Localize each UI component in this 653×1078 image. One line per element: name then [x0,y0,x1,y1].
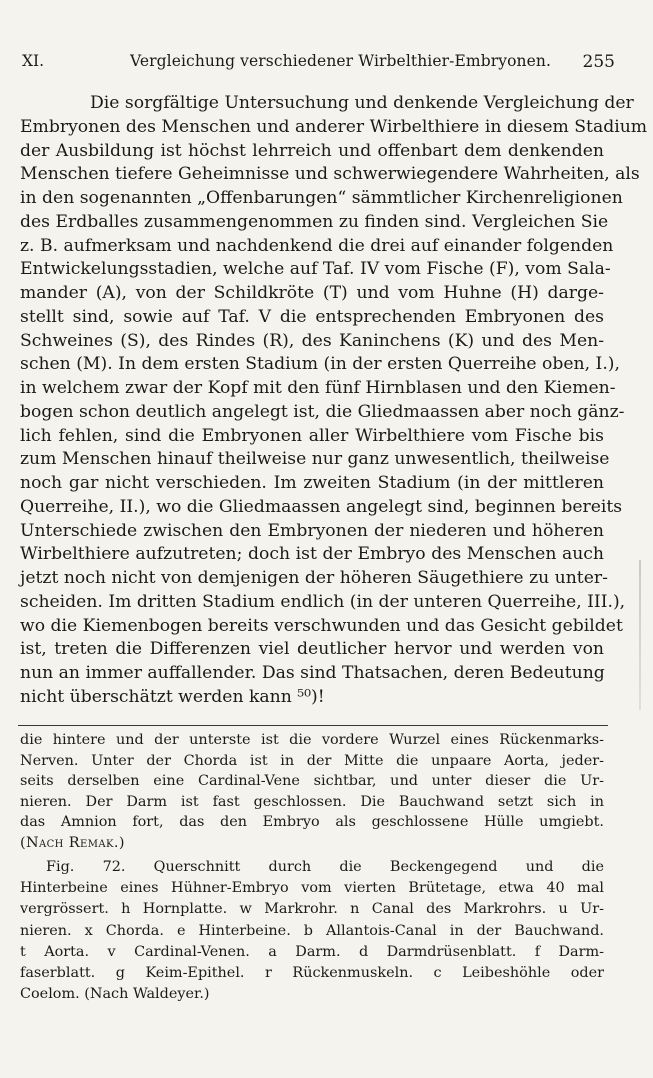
text-line: ist, treten die Differenzen viel deutlicher hervor und werden von [20,639,604,660]
text-line: mander (A), von der Schildkröte (T) und vom Huhne (H) darge- [20,283,604,303]
caption-line-last: Coelom. (Nach Waldeyer.) [20,986,210,1003]
text-line: wo die Kiemenbogen bereits verschwunden und das Gesicht gebildet [20,615,623,636]
text-line: z. B. aufmerksam und nachdenkend die drei auf einander folgenden [20,235,614,256]
text-line: in welchem zwar der Kopf mit den fünf Hirnblasen und den Kiemen- [20,378,616,398]
text-line: scheiden. Im dritten Stadium endlich (in der unteren Querreihe, III.), [20,591,626,612]
text-line: Menschen tiefere Geheimnisse und schwerwiegendere Wahrheiten, als [20,164,640,185]
text-line: Embryonen des Menschen und anderer Wirbelthiere in diesem Stadium [20,116,648,137]
text-line: des Erdballes zusammengenommen zu finden sind. Vergleichen Sie [20,211,609,232]
page-number: 255 [582,52,615,72]
footnote-line: seits derselben eine Cardinal-Vene sichtbar, und unter dieser die Ur- [20,773,604,790]
text-line: Wirbelthiere aufzutreten; doch ist der Embryo des Menschen auch [20,544,604,565]
text-line: Querreihe, II.), wo die Gliedmaassen angelegt sind, beginnen bereits [20,496,623,517]
footnote-divider [18,725,608,726]
text-line: zum Menschen hinauf theilweise nur ganz unwesentlich, theilweise [20,449,610,470]
text-line: Entwickelungsstadien, welche auf Taf. IV vom Fische (F), vom Sala- [20,259,611,280]
chapter-number: XI. [22,52,45,70]
running-title: Vergleichung verschiedener Wirbelthier-Embryonen. [130,52,551,70]
text-line: bogen schon deutlich angelegt ist, die Gliedmaassen aber noch gänz- [20,401,625,422]
caption-line: t Aorta. v Cardinal-Venen. a Darm. d Darmdrüsenblatt. f Darm- [20,943,604,960]
footnote-line: das Amnion fort, das den Embryo als geschlossene Hülle umgiebt. [20,814,604,831]
text-line: jetzt noch nicht von demjenigen der höheren Säugethiere zu unter- [20,568,608,588]
footnote-line: Nerven. Unter der Chorda ist in der Mitte die unpaare Aorta, jeder- [20,752,604,769]
figure-caption [20,857,604,1005]
text-line: noch gar nicht verschieden. Im zweiten Stadium (in der mittleren [20,473,604,493]
text-line: schen (M). In dem ersten Stadium (in der ersten Querreihe oben, I.), [20,354,620,375]
footnote-source: (Nach Remak.) [20,834,125,851]
text-line: Die sorgfältige Untersuchung und denkende Vergleichung der [90,93,634,113]
caption-line: Fig. 72. Querschnitt durch die Beckengegend und die [46,859,604,875]
text-line: Unterschiede zwischen den Embryonen der niederen und höheren [20,520,604,541]
main-text-paragraph [20,92,648,710]
caption-line: vergrössert. h Hornplatte. w Markrohr. n Canal des Markrohrs. u Ur- [20,901,604,918]
text-line: in den sogenannten „Offenbarungen“ sämmtlicher Kirchenreligionen [20,188,623,208]
footnote-line: die hintere und der unterste ist die vordere Wurzel eines Rückenmarks- [20,732,604,748]
text-line: nun an immer auffallender. Das sind Thatsachen, deren Bedeutung [20,663,605,683]
margin-scan-mark [639,560,641,710]
caption-line: Hinterbeine eines Hühner-Embryo vom vierten Brütetage, etwa 40 mal [20,880,604,897]
text-line-last: nicht überschätzt werden kann ⁵⁰)! [20,686,325,707]
text-line: Schweines (S), des Rindes (R), des Kaninchens (K) und des Men- [20,330,604,351]
text-line: stellt sind, sowie auf Taf. V die entsprechenden Embryonen des [20,306,604,327]
footnote-block [20,730,604,854]
running-header [22,52,615,78]
caption-line: faserblatt. g Keim-Epithel. r Rückenmuskeln. c Leibeshöhle oder [20,964,604,981]
text-line: der Ausbildung ist höchst lehrreich und offenbart dem denkenden [20,140,604,161]
caption-line: nieren. x Chorda. e Hinterbeine. b Allantois-Canal in der Bauchwand. [20,922,604,939]
footnote-line: nieren. Der Darm ist fast geschlossen. Die Bauchwand setzt sich in [20,793,604,810]
text-line: lich fehlen, sind die Embryonen aller Wirbelthiere vom Fische bis [20,425,604,446]
